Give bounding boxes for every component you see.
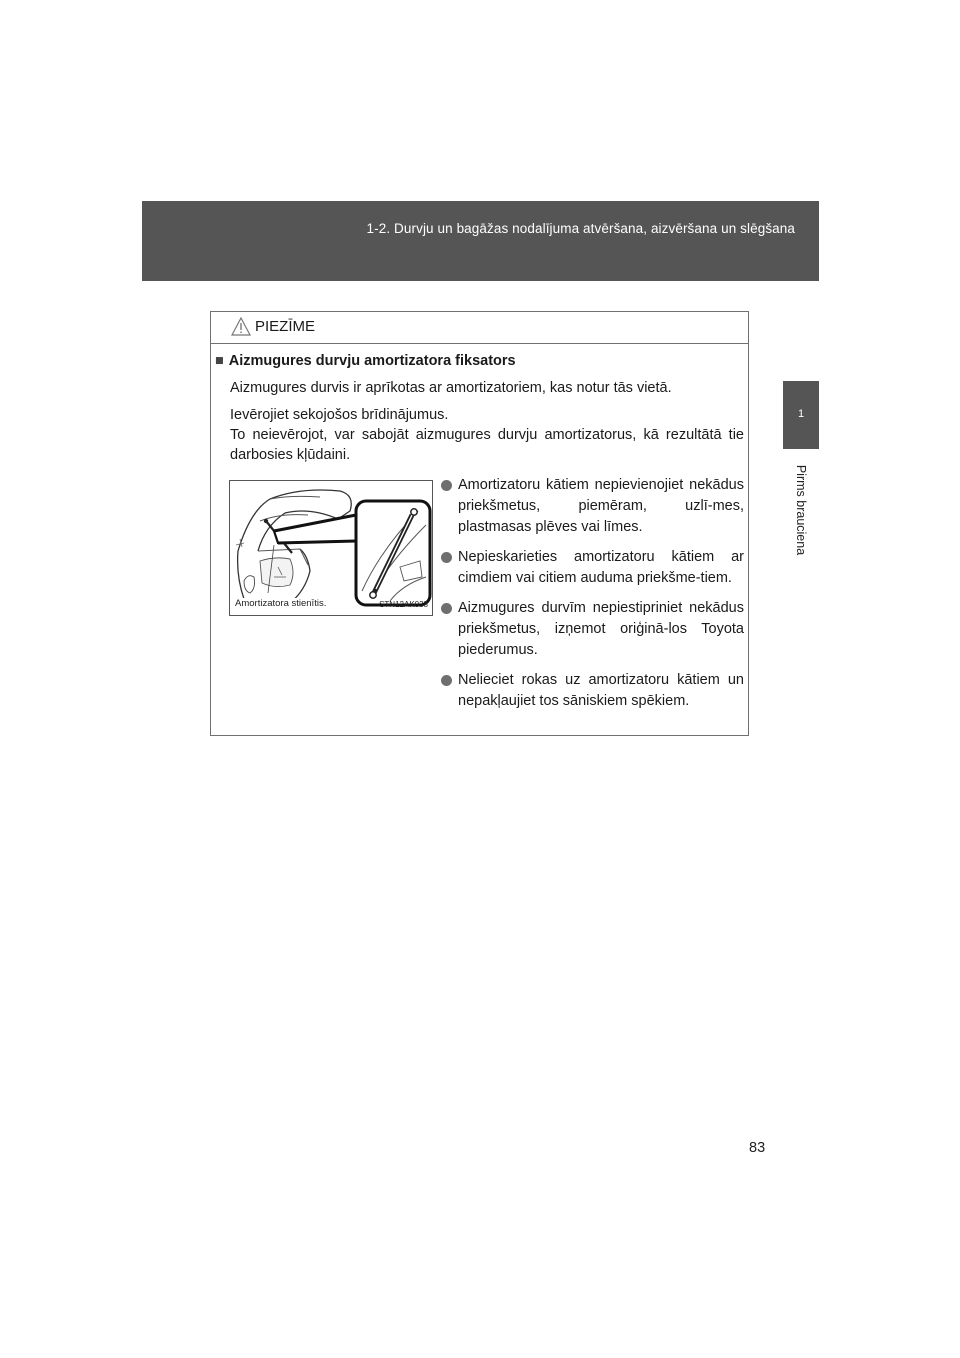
chapter-side-tab [783,381,819,449]
bullet-text: Amortizatoru kātiem nepievienojiet nekādus priekšmetus, piemēram, uzlī-mes, plastmasas plēves vai līmes. [458,477,744,535]
damper-illustration [229,480,433,616]
chapter-header-band [142,201,819,281]
section-marker: ■ [215,353,224,369]
figure-caption: Amortizatora stienītis. [235,598,327,609]
page-number: 83 [749,1140,766,1156]
chapter-title: 1-2. Durvju un bagāžas nodalījuma atvēršana, aizvēršana un slēgšana [366,221,795,236]
list-item [441,598,744,661]
notice-heading: PIEZĪME [255,318,316,335]
rear-door-damper-drawing [230,481,433,616]
bullet-dot-icon [441,552,452,563]
section-title-text: Aizmugures durvju amortizatora fiksators [228,353,516,369]
notice-paragraph-2-line-1: Ievērojiet sekojošos brīdinājumus. [230,407,449,423]
bullet-text: Aizmugures durvīm nepiestipriniet nekādus priekšmetus, izņemot oriģinā-los Toyota piederumus. [458,600,744,658]
section-title [215,353,516,369]
bullet-dot-icon [441,675,452,686]
bullet-text: Nepieskarieties amortizatoru kātiem ar cimdiem vai citiem auduma priekšme-tiem. [458,549,744,586]
chapter-number: 1 [797,408,805,420]
notice-box [210,311,749,736]
notice-paragraph-2-line-2: To neievērojot, var sabojāt aizmugures durvju amortizatorus, kā rezultātā tie darbosies kļūdaini. [230,427,744,463]
notice-paragraph-2 [230,405,744,465]
bullet-dot-icon [441,480,452,491]
figure-code: STN12AK038 [379,600,428,609]
notice-paragraph-1: Aizmugures durvis ir aprīkotas ar amortizatoriem, kas notur tās vietā. [230,380,672,396]
bullet-dot-icon [441,603,452,614]
list-item [441,547,744,589]
bullet-text: Nelieciet rokas uz amortizatoru kātiem un nepakļaujiet tos sāniskiem spēkiem. [458,672,744,709]
notice-header [211,312,748,344]
warning-bullet-list [441,475,744,721]
warning-triangle-icon [231,317,251,336]
list-item [441,670,744,712]
list-item [441,475,744,538]
chapter-side-label: Pirms brauciena [794,464,808,556]
